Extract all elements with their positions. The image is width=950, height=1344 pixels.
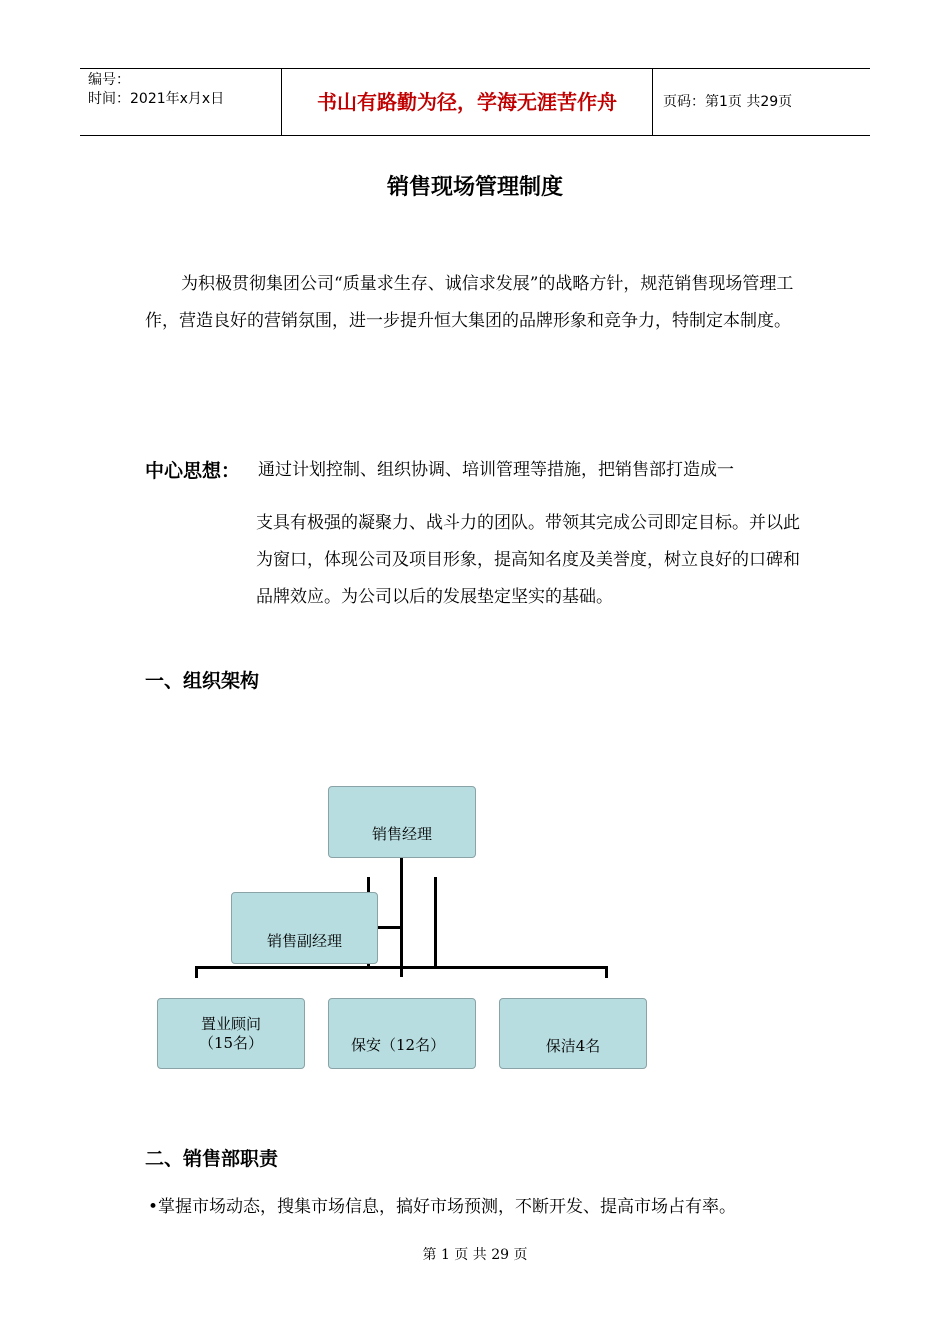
header-number-label: 编号：: [88, 72, 130, 88]
document-title: 销售现场管理制度: [386, 175, 563, 200]
org-box-security: [328, 998, 476, 1069]
header-meta: [80, 69, 281, 135]
org-label-consultant-count: （15名）: [198, 1034, 264, 1052]
header-page-info: 页码：第1页 共29页: [663, 94, 793, 110]
org-label-deputy: 销售副经理: [266, 932, 342, 950]
section-heading-duties: 二、销售部职责: [145, 1148, 279, 1170]
org-box-deputy: [231, 892, 378, 964]
header-time-label: 时间：2021年x月x日: [88, 91, 225, 107]
org-line-horizontal: [195, 966, 608, 969]
org-label-manager: 销售经理: [371, 825, 432, 843]
core-idea-text: 支具有极强的凝聚力、战斗力的团队。带领其完成公司即定目标。并以此为窗口，体现公司及项目形象，提高知名度及美誉度，树立良好的口碑和品牌效应。为公司以后的发展垫定坚实的基础。: [256, 513, 800, 607]
org-label-cleaning: 保洁4名: [545, 1037, 601, 1055]
org-box-consultant: [157, 998, 305, 1069]
org-box-manager: [328, 786, 476, 858]
org-line-deputy: [376, 926, 402, 929]
intro-paragraph: 为积极贯彻集团公司“质量求生存、诚信求发展”的战略方针，规范销售现场管理工作，营造良好的营销氛围，进一步提升恒大集团的品牌形象和竞争力，特制定本制度。: [145, 274, 794, 331]
header-motto: 书山有路勤为径，学海无涯苦作舟: [281, 69, 653, 135]
org-label-consultant: 置业顾问: [200, 1015, 261, 1033]
org-box-cleaning: [499, 998, 647, 1069]
org-line-right: [434, 877, 437, 969]
core-idea-first-line: 通过计划控制、组织协调、培训管理等措施，把销售部打造成一: [258, 460, 734, 480]
core-idea-label: 中心思想：: [145, 460, 241, 482]
page-footer: 第 1 页 共 29 页: [422, 1247, 528, 1263]
org-line-trunk: [400, 857, 403, 977]
org-label-security: 保安（12名）: [351, 1036, 446, 1054]
section-heading-org: 一、组织架构: [145, 670, 260, 692]
org-line-drop-3: [605, 966, 608, 978]
duty-item: •掌握市场动态，搜集市场信息，搞好市场预测，不断开发、提高市场占有率。: [148, 1197, 737, 1217]
page-header: [80, 68, 870, 136]
org-line-drop-1: [195, 966, 198, 978]
